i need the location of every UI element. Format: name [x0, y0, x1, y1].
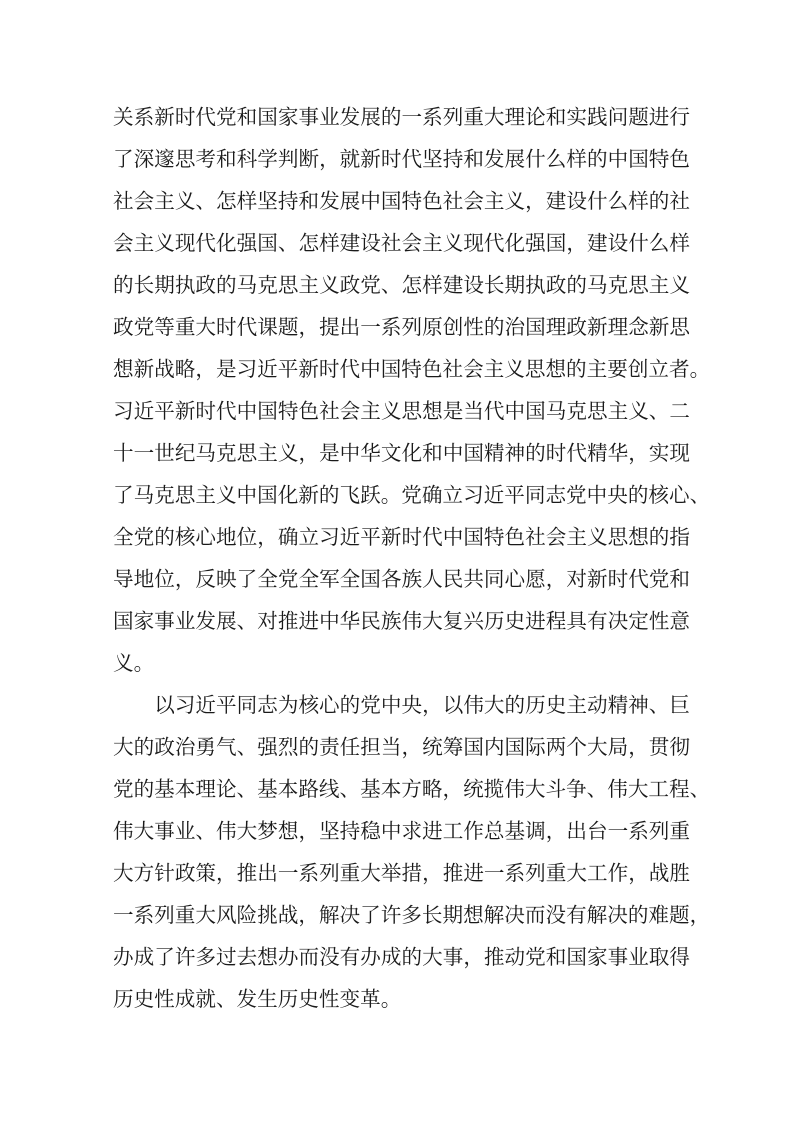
text-line: 十一世纪马克思主义，是中华文化和中国精神的时代精华，实现 — [113, 443, 690, 465]
text-line: 想新战略，是习近平新时代中国特色社会主义思想的主要创立者。 — [113, 359, 711, 381]
text-line: 了马克思主义中国化新的飞跃。党确立习近平同志党中央的核心、 — [113, 485, 711, 507]
text-line: 关系新时代党和国家事业发展的一系列重大理论和实践问题进行 — [113, 107, 690, 129]
text-line: 大的政治勇气、强烈的责任担当，统筹国内国际两个大局，贯彻 — [113, 737, 690, 759]
text-line: 办成了许多过去想办而没有办成的大事，推动党和国家事业取得 — [113, 947, 690, 969]
text-line: 党的基本理论、基本路线、基本方略，统揽伟大斗争、伟大工程、 — [113, 779, 711, 801]
text-line: 全党的核心地位，确立习近平新时代中国特色社会主义思想的指 — [113, 527, 690, 549]
text-line: 会主义现代化强国、怎样建设社会主义现代化强国，建设什么样 — [113, 233, 690, 255]
paragraph-2 — [113, 685, 711, 1021]
text-line: 一系列重大风险挑战，解决了许多长期想解决而没有解决的难题， — [113, 905, 711, 927]
text-line: 伟大事业、伟大梦想，坚持稳中求进工作总基调，出台一系列重 — [113, 821, 690, 843]
text-line: 导地位，反映了全党全军全国各族人民共同心愿，对新时代党和 — [113, 569, 690, 591]
text-line: 社会主义、怎样坚持和发展中国特色社会主义，建设什么样的社 — [113, 191, 690, 213]
text-line: 历史性成就、发生历史性变革。 — [113, 989, 402, 1011]
text-line: 以习近平同志为核心的党中央，以伟大的历史主动精神、巨 — [154, 695, 690, 717]
text-line: 的长期执政的马克思主义政党、怎样建设长期执政的马克思主义 — [113, 275, 690, 297]
paragraph-1 — [113, 97, 711, 685]
text-line: 国家事业发展、对推进中华民族伟大复兴历史进程具有决定性意 — [113, 611, 690, 633]
text-line: 习近平新时代中国特色社会主义思想是当代中国马克思主义、二 — [113, 401, 690, 423]
text-line: 义。 — [113, 653, 155, 675]
text-line: 了深邃思考和科学判断，就新时代坚持和发展什么样的中国特色 — [113, 149, 690, 171]
text-line: 大方针政策，推出一系列重大举措，推进一系列重大工作，战胜 — [113, 863, 690, 885]
text-line: 政党等重大时代课题，提出一系列原创性的治国理政新理念新思 — [113, 317, 690, 339]
